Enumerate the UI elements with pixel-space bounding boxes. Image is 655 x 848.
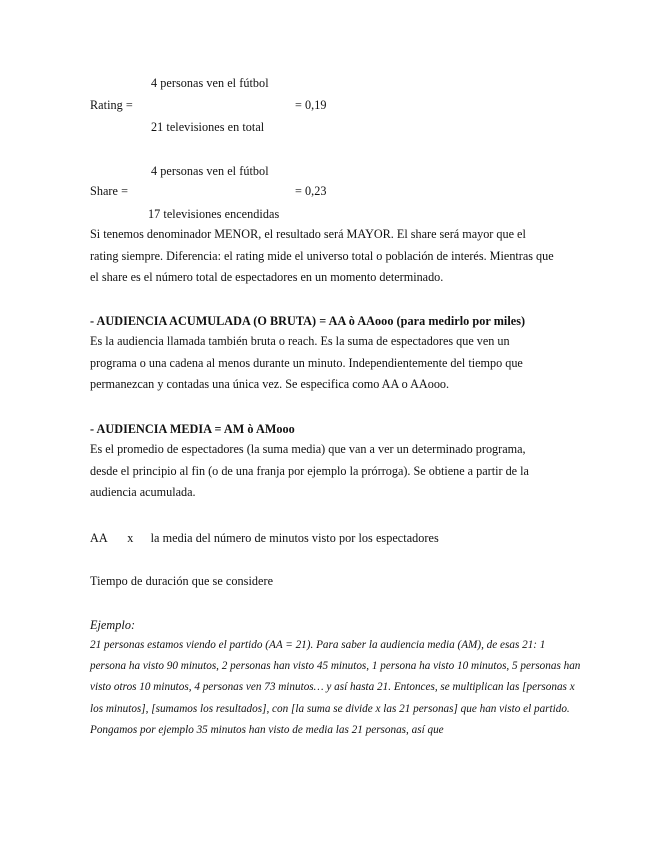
paragraph-rating-share [90,224,570,289]
heading-audiencia-media: - AUDIENCIA MEDIA = AM ò AMooo [90,422,295,436]
example-title: Ejemplo: [90,618,136,632]
paragraph-line: programa o una cadena al menos durante un minuto. Independientemente del tiempo que [90,355,523,370]
formula-text: la media del número de minutos visto por los espectadores [150,531,439,545]
rating-result: = 0,19 [295,98,327,112]
paragraph-line: rating siempre. Diferencia: el rating mide el universo total o población de interés. Mientras que [90,248,554,263]
paragraph-line: Es la audiencia llamada también bruta o reach. Es la suma de espectadores que ven un [90,334,510,348]
paragraph-line: audiencia acumulada. [90,485,196,500]
formula-times: x [127,531,134,545]
example-line: los minutos], [sumamos los resultados], con [la suma se divide x las 21 personas] que han visto el partido. [90,702,570,715]
share-result: = 0,23 [295,184,327,198]
formula-numerator [90,529,439,547]
example-line: visto otros 10 minutos, 4 personas ven 73 minutos… y así hasta 21. Entonces, se multiplican las [personas x [90,681,575,694]
paragraph-line: el share es el número total de espectadores en un momento determinado. [90,270,444,285]
rating-denominator: 21 televisiones en total [151,120,265,134]
example-line: Pongamos por ejemplo 35 minutos han visto de media las 21 personas, así que [90,723,444,736]
example-paragraph [90,635,581,741]
paragraph-line: Es el promedio de espectadores (la suma media) que van a ver un determinado programa, [90,442,526,456]
rating-label: Rating = [90,98,133,112]
rating-numerator: 4 personas ven el fútbol [151,76,269,90]
example-line: 21 personas estamos viendo el partido (AA = 21). Para saber la audiencia media (AM), de esas 21: 1 [90,639,546,651]
paragraph-line: desde el principio al fin (o de una franja por ejemplo la prórroga). Se obtiene a partir de la [90,463,529,478]
paragraph-line: Si tenemos denominador MENOR, el resultado será MAYOR. El share será mayor que el [90,227,526,241]
share-numerator: 4 personas ven el fútbol [151,164,269,178]
heading-audiencia-acumulada: - AUDIENCIA ACUMULADA (O BRUTA) = AA ò AAooo (para medirlo por miles) [90,314,526,328]
paragraph-audiencia-acumulada [90,331,570,396]
paragraph-line: permanezcan y contadas una única vez. Se especifica como AA o AAooo. [90,377,450,392]
share-label: Share = [90,184,129,198]
example-line: persona ha visto 90 minutos, 2 personas han visto 45 minutos, 1 persona ha visto 10 minutos, 5 personas han [90,660,581,673]
paragraph-audiencia-media [90,439,570,504]
share-denominator: 17 televisiones encendidas [148,207,280,221]
formula-denominator: Tiempo de duración que se considere [90,574,274,588]
formula-aa: AA [90,531,108,545]
